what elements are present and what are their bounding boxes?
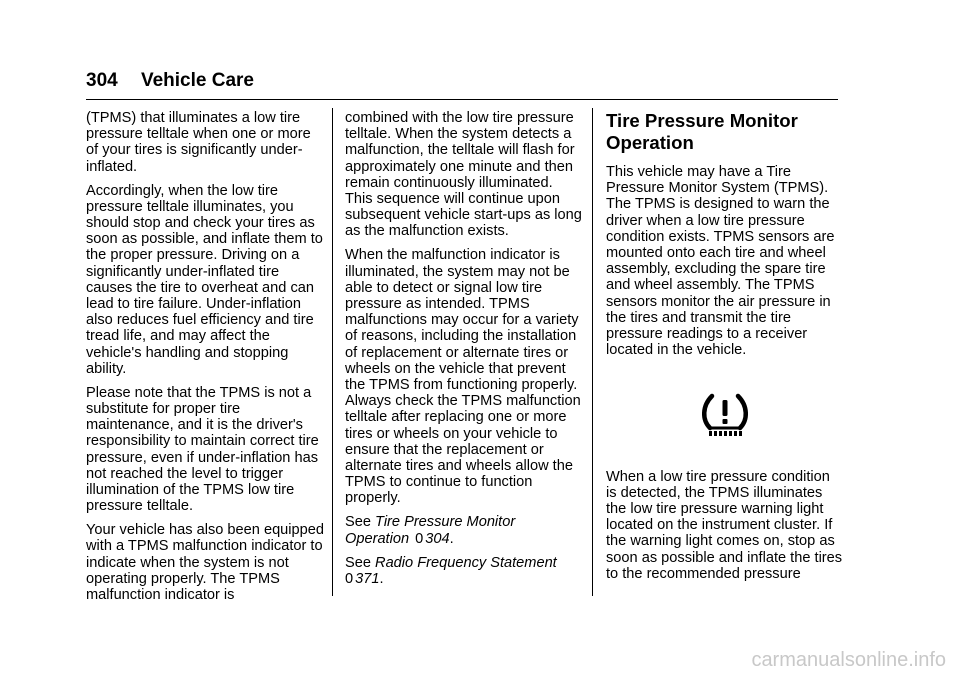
- header-rule: [86, 99, 838, 100]
- section-title: Vehicle Care: [140, 70, 255, 91]
- page-reference[interactable]: 304: [425, 530, 450, 547]
- reference-link[interactable]: Tire Pressure Monitor Operation: [345, 514, 516, 547]
- low-tire-pressure-icon: [700, 392, 750, 438]
- column-2: [345, 110, 583, 595]
- page-number: 304: [86, 70, 118, 91]
- section-heading: Tire Pressure Monitor Operation: [606, 110, 798, 153]
- page-reference[interactable]: 371: [355, 570, 380, 587]
- page-arrow-icon: 0: [345, 570, 354, 587]
- column-divider: [592, 108, 593, 596]
- column-3: [606, 110, 844, 590]
- page-arrow-icon: 0: [415, 530, 424, 547]
- watermark: carmanualsonline.info: [751, 649, 946, 671]
- reference-link[interactable]: Radio Frequency Statement: [375, 554, 557, 571]
- column-divider: [332, 108, 333, 596]
- paragraph: combined with the low tire pressure telltale. When the system detects a malfunction, the telltale will flash for approximately one minute and then remain continuously illuminated. This sequence will continue upon subsequent vehicle start-ups as long as the malfunction exists.: [345, 110, 582, 240]
- paragraph: When the malfunction indicator is illuminated, the system may not be able to detect or signal low tire pressure as intended. TPMS malfunctions may occur for a variety of reasons, including the installation of replacement or alternate tires or wheels on the vehicle that prevent the TPMS from functioning properly. Always check the TPMS malfunction telltale after replacing one or more tires or wheels on your vehicle to ensure that the replacement or alternate tires and wheels allow the TPMS to continue to function properly.: [345, 247, 581, 507]
- paragraph: Please note that the TPMS is not a substitute for proper tire maintenance, and it is the driver's responsibility to maintain correct tire pressure, even if under-inflation has not reached the level to trigger illumination of the TPMS low tire pressure telltale.: [86, 384, 319, 515]
- see-reference: See Tire Pressure Monitor Operation 0 304.: [345, 514, 516, 547]
- page-header: [86, 70, 254, 92]
- paragraph: (TPMS) that illuminates a low tire pressure telltale when one or more of your tires is significantly under-inflated.: [86, 110, 311, 175]
- paragraph: Your vehicle has also been equipped with a TPMS malfunction indicator to indicate when the system is not operating properly. The TPMS malfunction indicator is: [86, 522, 325, 604]
- paragraph: When a low tire pressure condition is detected, the TPMS illuminates the low tire pressure warning light located on the instrument cluster. If the warning light comes on, stop as soon as possible and inflate the tires to the recommended pressure: [606, 468, 843, 582]
- column-1: [86, 110, 324, 611]
- paragraph: Accordingly, when the low tire pressure telltale illuminates, you should stop and check your tires as soon as possible, and inflate them to the proper pressure. Driving on a significantly under-inflated tire causes the tire to overheat and can lead to tire failure. Under-inflation also reduces fuel efficiency and tire tread life, and may affect the vehicle's handling and stopping ability.: [86, 182, 323, 377]
- tpms-warning-icon: [606, 392, 844, 442]
- see-reference: See Radio Frequency Statement 0 371.: [345, 554, 557, 587]
- paragraph: This vehicle may have a Tire Pressure Monitor System (TPMS). The TPMS is designed to warn the driver when a low tire pressure condition exists. TPMS sensors are mounted onto each tire and wheel assembly, excluding the spare tire and wheel assembly. The TPMS sensors monitor the air pressure in the tires and transmit the tire pressure readings to a receiver located in the vehicle.: [606, 164, 835, 359]
